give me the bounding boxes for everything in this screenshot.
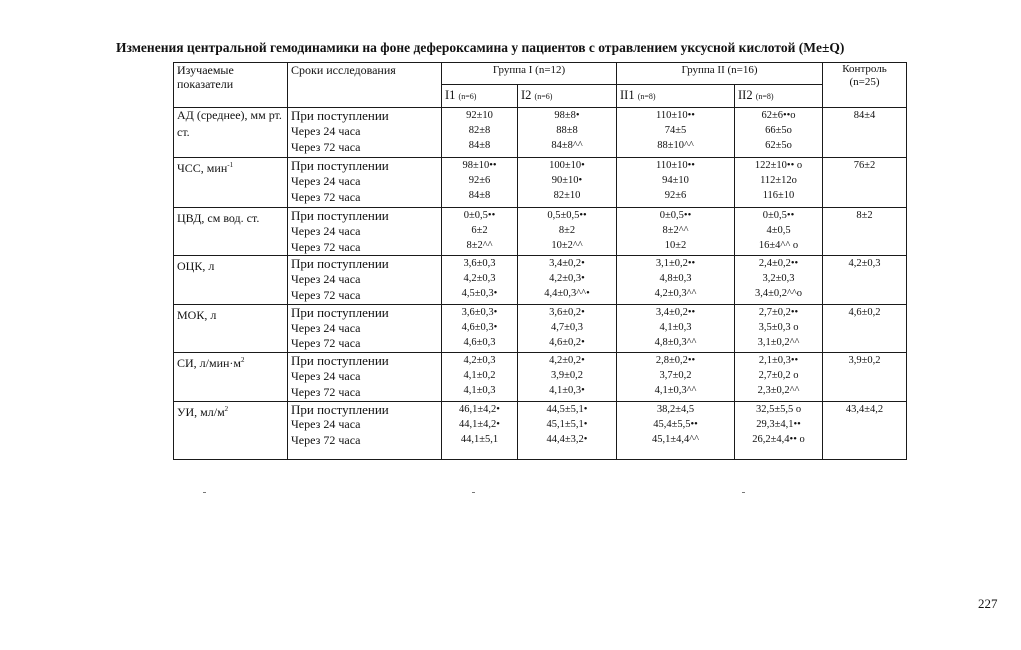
cell-value: 44,1±5,1 <box>460 433 499 445</box>
cell-ii2 <box>735 256 823 304</box>
cell-value: 84±8 <box>468 140 491 151</box>
cell-ii1 <box>617 158 735 208</box>
cell-i2 <box>518 108 617 158</box>
cell-value: 88±8 <box>556 125 578 136</box>
cell-value: 16±4^^ o <box>758 240 799 251</box>
param-label: ОЦК, л <box>177 259 215 274</box>
subgroup-label: II1 <box>620 88 635 102</box>
cell-value: 3,2±0,3 <box>762 273 795 285</box>
time-point: Через 24 часа <box>291 368 361 383</box>
cell-value: 2,4±0,2•• <box>758 258 799 270</box>
cell-value: 46,1±4,2• <box>459 403 500 415</box>
cell-control: 8±2 <box>823 208 907 256</box>
cell-ii2 <box>735 108 823 158</box>
cell-value: 45,4±5,5•• <box>653 418 698 430</box>
time-point: При поступлении <box>291 158 389 173</box>
cell-ii2 <box>735 353 823 401</box>
cell-value: 4,2±0,3^^ <box>654 288 697 300</box>
param-exponent: 2 <box>224 404 229 413</box>
row-param <box>174 401 288 459</box>
cell-value: 10±2 <box>664 240 687 251</box>
cell-ii1 <box>617 108 735 158</box>
cell-value: 8±2^^ <box>466 240 493 251</box>
cell-value: 92±6 <box>468 175 491 186</box>
cell-value: 2,1±0,3•• <box>758 355 799 367</box>
time-point: Через 24 часа <box>291 272 361 287</box>
cell-value: 110±10•• <box>656 110 695 121</box>
cell-value: 4,1±0,2 <box>463 370 496 382</box>
cell-i2 <box>518 401 617 459</box>
param-label: МОК, л <box>177 307 217 322</box>
cell-ii2 <box>735 304 823 352</box>
row-times <box>288 304 442 352</box>
row-times <box>288 158 442 208</box>
param-label: ЦВД, см вод. ст. <box>177 211 260 225</box>
cell-i1 <box>442 158 518 208</box>
cell-control: 76±2 <box>823 158 907 208</box>
table-row <box>174 353 907 401</box>
row-param <box>174 304 288 352</box>
cell-value: 62±6••o <box>761 110 796 121</box>
cell-ii2 <box>735 401 823 459</box>
time-point: Через 24 часа <box>291 123 361 138</box>
cell-value: 0±0,5•• <box>659 210 692 221</box>
subgroup-n: (n=8) <box>637 92 656 101</box>
time-point: Через 72 часа <box>291 139 361 154</box>
header-control: Контроль (n=25) <box>823 63 907 108</box>
cell-value: 62±5o <box>765 140 792 151</box>
time-point: Через 24 часа <box>291 223 361 238</box>
cell-value: 4,6±0,3 <box>463 336 496 348</box>
cell-value: 84±8 <box>468 190 491 201</box>
cell-value: 3,4±0,2^^o <box>754 288 803 300</box>
cell-value: 8±2 <box>558 225 576 236</box>
time-point: Через 72 часа <box>291 384 361 399</box>
cell-value: 44,4±3,2• <box>546 433 588 445</box>
row-times <box>288 353 442 401</box>
row-times <box>288 208 442 256</box>
cell-i1 <box>442 401 518 459</box>
header-subgroup-ii1 <box>617 85 735 108</box>
cell-value: 4,8±0,3 <box>659 273 692 285</box>
header-group-2: Группа II (n=16) <box>617 63 823 85</box>
time-point: Через 72 часа <box>291 336 361 351</box>
cell-value: 4,2±0,3 <box>463 273 496 285</box>
cell-value: 3,1±0,2•• <box>655 258 696 270</box>
row-param <box>174 158 288 208</box>
cell-value: 3,5±0,3 o <box>758 321 799 333</box>
cell-value: 44,1±4,2• <box>459 418 500 430</box>
table-row <box>174 208 907 256</box>
cell-value: 94±10 <box>662 175 689 186</box>
cell-value: 98±10•• <box>462 160 497 171</box>
row-times <box>288 108 442 158</box>
cell-value: 100±10• <box>549 160 585 171</box>
cell-value: 45,1±4,4^^ <box>651 433 700 445</box>
row-times <box>288 256 442 304</box>
header-subgroup-i1 <box>442 85 518 108</box>
hemodynamics-table <box>173 62 907 460</box>
cell-value: 66±5o <box>765 125 792 136</box>
subgroup-n: (n=6) <box>458 92 477 101</box>
cell-ii1 <box>617 304 735 352</box>
cell-value: 10±2^^ <box>551 240 583 251</box>
cell-value: 3,9±0,2 <box>550 370 583 382</box>
cell-value: 82±10 <box>553 190 581 201</box>
cell-value: 8±2^^ <box>662 225 689 236</box>
cell-control: 4,6±0,2 <box>823 304 907 352</box>
cell-control: 84±4 <box>823 108 907 158</box>
cell-value: 3,4±0,2• <box>549 258 585 270</box>
cell-value: 3,7±0,2 <box>659 370 692 382</box>
time-point: Через 72 часа <box>291 189 361 204</box>
cell-control: 3,9±0,2 <box>823 353 907 401</box>
cell-ii2 <box>735 208 823 256</box>
cell-value: 4,1±0,3 <box>659 321 692 333</box>
cell-value: 4,1±0,3• <box>549 385 585 397</box>
cell-value: 4,8±0,3^^ <box>654 336 697 348</box>
scan-speck <box>203 492 206 493</box>
subgroup-n: (n=8) <box>755 92 774 101</box>
cell-value: 92±10 <box>466 110 493 121</box>
cell-i1 <box>442 353 518 401</box>
time-point: Через 24 часа <box>291 417 361 432</box>
row-param <box>174 256 288 304</box>
row-param <box>174 108 288 158</box>
cell-ii1 <box>617 256 735 304</box>
cell-i1 <box>442 304 518 352</box>
time-point: При поступлении <box>291 304 389 320</box>
table-row <box>174 108 907 158</box>
time-point: Через 24 часа <box>291 320 361 335</box>
table-body <box>174 108 907 460</box>
header-time: Сроки исследования <box>288 63 442 108</box>
time-point: При поступлении <box>291 256 389 272</box>
cell-control: 4,2±0,3 <box>823 256 907 304</box>
cell-value: 112±12o <box>760 175 797 186</box>
table-row <box>174 256 907 304</box>
cell-i2 <box>518 208 617 256</box>
time-point: Через 72 часа <box>291 239 361 254</box>
cell-value: 38,2±4,5 <box>656 403 695 415</box>
cell-value: 4,1±0,3^^ <box>654 385 697 397</box>
cell-value: 4,1±0,3 <box>463 385 496 397</box>
cell-control: 43,4±4,2 <box>823 401 907 459</box>
scan-speck <box>742 492 745 493</box>
header-subgroup-i2 <box>518 85 617 108</box>
param-label: СИ, л/мин·м <box>177 356 242 371</box>
subgroup-label: I2 <box>521 88 532 102</box>
cell-value: 3,6±0,2• <box>549 306 585 318</box>
cell-value: 92±6 <box>664 190 687 201</box>
cell-value: 2,8±0,2•• <box>655 355 696 367</box>
time-point: Через 24 часа <box>291 173 361 188</box>
cell-value: 32,5±5,5 o <box>755 403 802 415</box>
cell-value: 6±2 <box>471 225 488 236</box>
table-row <box>174 158 907 208</box>
page-number: 227 <box>978 596 998 611</box>
cell-i1 <box>442 108 518 158</box>
cell-value: 2,7±0,2•• <box>758 306 799 318</box>
cell-i2 <box>518 158 617 208</box>
subgroup-label: I1 <box>445 88 456 102</box>
cell-value: 122±10•• o <box>754 160 803 171</box>
cell-value: 29,3±4,1•• <box>756 418 801 430</box>
param-exponent: -1 <box>227 161 234 169</box>
cell-i1 <box>442 208 518 256</box>
cell-value: 3,1±0,2^^ <box>757 336 800 348</box>
scan-speck <box>472 492 475 493</box>
param-label: ЧСС, мин <box>177 161 228 175</box>
subgroup-label: II2 <box>738 88 753 102</box>
cell-value: 4,2±0,3• <box>549 273 585 285</box>
cell-i2 <box>518 304 617 352</box>
time-point: Через 72 часа <box>291 433 361 448</box>
cell-value: 4,2±0,2• <box>549 355 585 367</box>
cell-i1 <box>442 256 518 304</box>
header-subgroup-ii2 <box>735 85 823 108</box>
subgroup-n: (n=6) <box>534 92 553 101</box>
cell-value: 4,2±0,3 <box>463 355 496 367</box>
param-exponent: 2 <box>241 356 245 365</box>
cell-value: 116±10 <box>762 190 795 201</box>
cell-value: 3,4±0,2•• <box>655 306 696 318</box>
cell-value: 4,6±0,2• <box>549 336 585 348</box>
cell-value: 4±0,5 <box>766 225 791 236</box>
header-param: Изучаемые показатели <box>174 63 288 108</box>
table-row <box>174 304 907 352</box>
cell-value: 0,5±0,5•• <box>547 210 587 221</box>
cell-ii2 <box>735 158 823 208</box>
param-label: АД (среднее), мм рт. ст. <box>177 108 282 139</box>
cell-value: 3,6±0,3• <box>461 306 498 318</box>
cell-value: 3,6±0,3 <box>463 258 496 270</box>
cell-value: 2,7±0,2 o <box>758 370 799 382</box>
table-row <box>174 401 907 459</box>
cell-value: 44,5±5,1• <box>546 403 588 415</box>
page-title: Изменения центральной гемодинамики на фоне дефероксамина у пациентов с отравлением уксусной кислотой (Me±Q) <box>116 40 845 55</box>
cell-value: 4,4±0,3^^• <box>544 288 590 300</box>
param-label: УИ, мл/м <box>177 404 225 419</box>
cell-value: 110±10•• <box>656 160 695 171</box>
cell-value: 4,7±0,3 <box>550 321 583 333</box>
time-point: При поступлении <box>291 108 389 123</box>
cell-value: 0±0,5•• <box>463 210 496 221</box>
time-point: Через 72 часа <box>291 287 361 302</box>
cell-value: 45,1±5,1• <box>546 418 588 430</box>
cell-ii1 <box>617 401 735 459</box>
cell-value: 2,3±0,2^^ <box>757 385 800 397</box>
cell-value: 74±5 <box>664 125 687 136</box>
cell-value: 26,2±4,4•• o <box>752 433 805 445</box>
time-point: При поступлении <box>291 401 389 417</box>
cell-i2 <box>518 353 617 401</box>
cell-value: 98±8• <box>554 110 580 121</box>
row-param <box>174 353 288 401</box>
row-times <box>288 401 442 459</box>
cell-value: 88±10^^ <box>657 140 694 151</box>
cell-value: 4,5±0,3• <box>461 288 498 300</box>
cell-ii1 <box>617 353 735 401</box>
cell-value: 0±0,5•• <box>762 210 795 221</box>
cell-value: 84±8^^ <box>551 140 583 151</box>
cell-value: 82±8 <box>468 125 491 136</box>
cell-value: 90±10• <box>551 175 583 186</box>
cell-i2 <box>518 256 617 304</box>
time-point: При поступлении <box>291 353 389 369</box>
row-param <box>174 208 288 256</box>
cell-ii1 <box>617 208 735 256</box>
cell-value: 4,6±0,3• <box>461 321 498 333</box>
header-group-1: Группа I (n=12) <box>442 63 617 85</box>
time-point: При поступлении <box>291 208 389 223</box>
